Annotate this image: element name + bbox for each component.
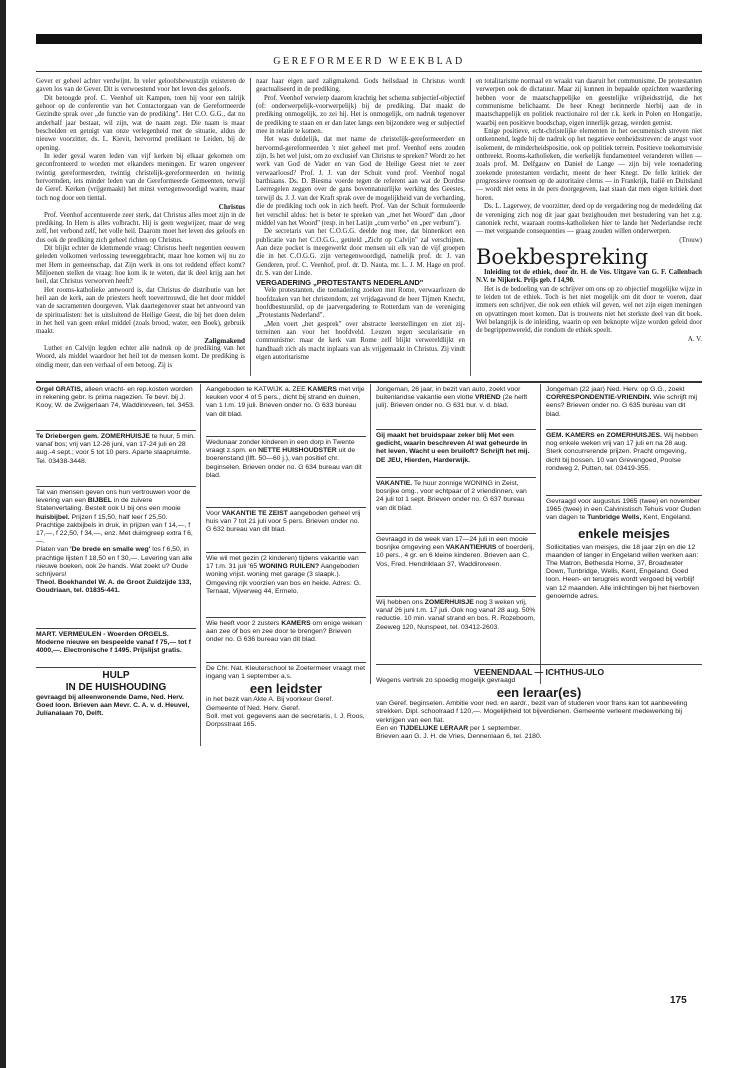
- paragraph: Prof. Veenhof verwierp daarom krachtig het schema subjectief-objectief (of: onderwerpelijk-voorwerpelijk) bij de prediking. Dat maakt de prediking onmogelijk, zo zei hij. Het is onmogelijk, om nadruk tegenover de prediking te staan en er dan later langs een bijzondere weg er subjectief mee in relatie te komen.: [256, 94, 465, 136]
- ad-text: Wij hebben ons: [376, 599, 425, 606]
- ad-text: Wij hebben nog enkele weken vrij van 17 juli en na 28 aug. Sterk concurrerende prijzen. Pracht omgeving, dicht bij bossen. 10 van Grevengoed, Poolse rondweg 2, Putten, tel. 03419-355.: [546, 432, 698, 472]
- ad-rule: [206, 552, 366, 553]
- ad-kamers-katwijk: [206, 386, 366, 434]
- ad-leidster-zoetermeer: [206, 665, 366, 745]
- paragraph: Enige positieve, echt-christelijke elementen in het oecumenisch streven niet ontkennend, legde hij de nadruk op het negatieve eenheidsstreven: de angst voor isolement, de minderheidspositie, ook op politiek terrein. Positieve toekomstvisie ontbreekt. Rooms-katholieken, die werkelijk fundamenteel veranderen willen — zoals prof. M. Delfgauw en Daniel de Lange — zijn bij vele toenadering zoekende protestanten verdacht, meent de heer Knegt. De felle kritiek der progressieve roomsen op de autoritaire clerus — in Frankrijk, Italië en Duitsland — wordt niet eens in de pers doorgegeven, laat staan dat men eigen kritiek doet horen.: [476, 128, 702, 202]
- ad-zomerhuisje-nunspeet: [376, 599, 536, 659]
- review-book-info: Inleiding tot de ethiek, door dr. H. de Vos. Uitgave van G. F. Callenbach N.V. te Nijkerk. Prijs geb. f 14,90.: [476, 268, 702, 285]
- ad-vakantie-zeist: [206, 510, 366, 550]
- column-rule: [470, 78, 471, 376]
- page-number: 175: [670, 995, 687, 1006]
- ad-bold: VAKANTIEHUIS: [445, 544, 497, 552]
- ad-text: Wedunaar zonder kinderen in een dorp in Twente vraagt z.spm. en: [206, 439, 355, 455]
- ad-rule: [546, 429, 702, 430]
- ad-rule: [376, 664, 702, 665]
- ad-rule: [36, 628, 196, 629]
- ad-text: Jongeman, 26 jaar, in bezit van auto, zoekt voor buitenlandse vakantie een vlotte: [376, 386, 521, 402]
- ad-column-rule: [370, 384, 371, 684]
- ad-text: om enige weken aan zee of bos en zee door te brengen? Brieven onder no. G 636 bureau van dit blad.: [206, 620, 363, 644]
- ad-text: in het bezit van Akte A. Bij voorkeur Geref. Gemeente of Ned. Herv. Geref.: [206, 696, 334, 712]
- ad-rule: [206, 507, 366, 508]
- ad-bold: VAKANTIE TE ZEIST: [221, 510, 288, 517]
- source-signature: (Trouw): [679, 236, 702, 244]
- ad-text: in de zuivere Statenvertaling. Bestelt ook U bij ons een mooie: [36, 497, 181, 513]
- header-rule: [36, 71, 702, 72]
- ad-rule: [546, 495, 702, 496]
- ad-text: Gij maakt het bruidspaar zeker blij Met een gedicht, waarin beschreven Al wat geheurde in het leven. Wacht u een bruiloft? Schrijft het mij. DE JEU, Hierden, Harderwijk.: [376, 432, 530, 464]
- ad-text: Wie wil met gezin (2 kinderen) tijdens vakantie van 17 t.m. 31 juli '65: [206, 555, 359, 571]
- ad-bijbel-boekhandel: [36, 489, 196, 626]
- ad-text: Jongeman (22 jaar) Ned. Herv. op G.G., zoekt: [546, 386, 685, 393]
- ad-column-rule: [540, 384, 541, 684]
- ad-text: Gevraagd in de week van 17—24 juli in een mooie bosrijke omgeving een: [376, 536, 528, 552]
- review-signature: A. V.: [687, 335, 702, 343]
- ad-text: Kent, Engeland.: [641, 514, 692, 522]
- paragraph: De secretaris van het C.O.G.G. deelde nog mee, dat binnenkort een publicatie van het C.O.G.G., getiteld „Zicht op Calvijn" zal verschijnen. Aan deze pocket is meegewerkt door mensen uit elk van de vijf groepen die in het C.O.G.G. zijn vertegenwoordigd, namelijk prof. dr. J. van Genderen, prof. C. Veenhof, prof. dr. D. Nauta, mr. L. J. M. Hage en prof. dr. S. van der Linde.: [256, 228, 465, 277]
- ad-text: alleen vracht- en rep.kosten worden in rekening gebr. Is prima nagezien. Te bevr. bij J. Kooy, W. de Zwijgerlaan 74, Waddinxveen, tel. 3453.: [36, 386, 195, 410]
- ad-rule: [36, 667, 196, 668]
- ad-text: uit de boerenstand (llft. 50—60 j.), van positief chr. beginselen. Brieven onder no. G 634 bureau van dit blad.: [206, 447, 362, 479]
- ad-text: Wie schrijft mij eens? Brieven onder no. G 635 bureau van dit blad.: [546, 394, 698, 418]
- subheading-christus: Christus: [218, 203, 245, 212]
- paragraph: en totalitarisme normaal en wraakt van daaruit het communisme. De protestanten verwerpen ook de dictatuur. Maar zij kunnen in bepaalde opzichten waardering hebben voor de maatschappelijke en geestelijke vrijheidsstrijd, die het communisme belichaamt. De heer Knegt herinnerde hierbij aan de in maatschappelijk en politiek reactionaire rol der r.k. kerk in Polen en Hongarije, waarbij een positieve boodschap, eigen innerlijk gezag, werden gemist.: [476, 78, 702, 127]
- ad-text: nog 3 weken vrij, vanaf 26 juni t.m. 17 juli. Ook nog vanaf 28 aug. 50% reductie. 10 min. vanaf strand en bos. R. Rozeboom, Zeeweg 120, Nunspeet, tel. 03412-2603.: [376, 599, 536, 631]
- ad-text: Wie heeft voor 2 zusters: [206, 620, 282, 627]
- ad-headline: een leraar(es): [496, 685, 582, 701]
- ad-lead: Orgel GRATIS,: [36, 386, 83, 393]
- ad-headline: een leidster: [249, 681, 323, 697]
- ad-rule: [36, 486, 196, 487]
- paragraph: Luther en Calvijn legden echter alle nadruk op de prediking van het Woord, als middel waardoor het heil tot de mensen komt. De prediking is eindig meer, dan een verhaal of een betoog. Zij is: [36, 345, 245, 369]
- article-column-1: [36, 78, 245, 378]
- ad-text: Tal van mensen geven ons hun vertrouwen voor de levering van een: [36, 489, 191, 505]
- ad-kamers-zusters: [206, 620, 366, 660]
- ad-vriend: [376, 386, 536, 426]
- ad-rule: [206, 617, 366, 618]
- ad-vakantie-woning-zeist: [376, 480, 536, 530]
- paragraph: Prof. Veenhof accentueerde zeer sterk, dat Christus alles moet zijn in de prediking. In Hem is alles volbracht. Hij is geen wegwijzer, maar de weg zelf, het verbond zelf, het volle heil. Daarom moet het leven des geloofs en dus ook de prediking zich geheel richten op Christus.: [36, 211, 245, 244]
- ad-text: met vrije keuken voor 4 of 5 pers., dicht bij strand en duinen, van 1 t.m. 19 juli. Brieven onder no. G 633 bureau van dit blad.: [206, 386, 365, 418]
- ad-zomerhuisje-driebergen: [36, 433, 196, 483]
- ad-bruidspaar-gedicht: [376, 432, 536, 474]
- ad-text: Te huur zonnige WONING in Zeist, bosrijke omg., voor echtpaar of 2 vriendinnen, van 24 juli tot 1 sept. Brieven onder no. G 637 bureau van dit blad.: [376, 480, 527, 512]
- ad-text: gevraagd bij alleenwonende Dame, Ned. Herv. Goed loon. Brieven aan Mevr. C. A. v. d. Heuvel, Julianalaan 70, Delft.: [36, 694, 190, 718]
- page-edge: [0, 0, 6, 1068]
- review-title: Boekbespreking: [476, 244, 649, 269]
- ad-bold: NETTE HUISHOUDSTER: [258, 447, 337, 455]
- ad-huishoudster: [206, 439, 366, 505]
- ad-bold: KAMERS: [307, 386, 337, 393]
- ad-rule: [376, 477, 536, 478]
- ad-text: Soll. met vol. gegevens aan de secretaris, I. J. Roos, Dorpsstraat 165.: [206, 712, 365, 729]
- paragraph: Het rooms-katholieke antwoord is, dat Christus de distributie van het heil aan de kerk, aan de priesters heeft toevertrouwd, die het door middel van de sacramenten doorgeven. Vlak daartegenover staat het antwoord van de spiritualisten: het is uitsluitend de Heilige Geest, die bij het doen delen in het heil van geen enkel middel (zoals brood, water, een Boek), gebruik maakt.: [36, 286, 245, 336]
- paragraph: Het was duidelijk, dat met name de christelijk-gereformeerden en hervormd-gereformeerden 't niet geheel met prof. Veenhof eens zouden zijn. Is het wel juist, om zo exclusief van Christus te spreken? Wordt zo het werk van God de Vader en van God de Heilige Geest niet te zeer verwaarloosd? Prof. J. J. van der Schuit vond prof. Veenhof nogal barthiaans. Ds. D. Biesma voerde tegen de referent aan wat de Dordtse Leerregelen zeggen over de gans bovennatuurlijke werking des Geestes, terwijl ds. J. J. van der Kraft sprak over de mogelijkheid van de verharding, die de prediking toch ook in zich heeft. Prof. Van der Schuit formuleerde het verschil aldus: het is beter te spreken van „met het Woord" dan „door middel van het Woord" (resp. in het Latijn „cum verbo" en „per verbum").: [256, 136, 465, 227]
- ad-rule: [206, 436, 366, 437]
- running-header: GEREFORMEERD WEEKBLAD: [273, 56, 465, 67]
- ad-text: los f 6,50, in prachtige lijsten f 18,50 en f 30,—. Levering van alle nieuwe boeken, ook 2e hands. Wat zoekt u? Oude schrijvers!: [36, 546, 193, 579]
- ad-bold: KAMERS: [281, 620, 311, 627]
- ad-text: Een en: [376, 724, 400, 732]
- column-rule: [250, 78, 251, 376]
- ad-rule: [376, 533, 536, 534]
- paragraph: Dit betoogde prof. C. Veenhof uit Kampen, toen hij voor een talrijk gehoor op de conferentie van het Contactorgaan van de Gereformeerde Gezindte sprak over „de functie van de prediking". Het C.O. G.G., dat nu anderhalf jaar bestaat, wil zijn, wat de naam zegt. Die naam is maar bescheiden en getuigt van onze verlegenheid met de situatie, aldus de nieuwe voorzitter, ds. L. Kievit, hervormd predikant te Leiden, bij de opening.: [36, 94, 245, 152]
- ad-column-rule: [200, 384, 201, 746]
- ad-lead: Te Driebergen gem. ZOMERHUISJE: [36, 433, 150, 440]
- heading-vergadering: VERGADERING „PROTESTANTS NEDERLAND": [256, 278, 424, 288]
- ad-correspondentie: [546, 386, 702, 426]
- ad-title: VEENENDAAL — ICHTHUS-ULO: [473, 667, 605, 677]
- ad-bold: VAKANTIE.: [376, 480, 413, 487]
- ad-text: te huur, 5 min. vanaf bos; vrij van 12-26 juni, van 17-24 juli en 28 aug.-4 sept.; voor 5 tot 10 pers. Aparte slaapruimte. Tel. 03438-3448.: [36, 433, 195, 465]
- ad-subtitle: IN DE HUISHOUDING: [65, 682, 167, 693]
- ad-text: Wegens vertrek zo spoedig mogelijk gevraagd: [376, 677, 516, 684]
- ad-bold: VRIEND: [475, 394, 501, 402]
- article-column-3: [476, 78, 702, 378]
- ad-bold: CORRESPONDENTIE-VRIENDIN.: [546, 394, 652, 402]
- ad-orgel-gratis: [36, 386, 196, 428]
- ad-text: (2e helft juli). Brieven onder no. G 631 bur. v. d. blad.: [376, 394, 528, 410]
- paragraph: Vele protestanten, die toenadering zoeken met Rome, verwaarlozen de hoofdzaken van het christendom, zei vrijdagavond de heer Tijmen Knecht, hoofdbestuurslid, op de jaarvergadering te Rotterdam van de vereniging „Protestants Nederland".: [256, 287, 465, 320]
- ad-text: MART. VERMEULEN - Woerden ORGELS. Moderne nieuwe en bespeelde vanaf f 75,— tot f 4000,—. Electronische f 1495. Prijslijst gratis.: [36, 631, 191, 655]
- ad-text: aangeboden geheel vrij huis van 7 tot 21 juli voor 5 pers. Brieven onder no. G 632 bureau van dit blad.: [206, 510, 361, 534]
- paragraph: In ieder geval waren leden van vijf kerken bij elkaar gekomen om geconfronteerd te worden met elkanders meningen. Er waren ongeveer twintig gereformeerden, twintig christelijk-gereformeerden en twintig hervormden, iets minder leden van de Gereformeerde Gemeenten, terwijl de Geref. Kerken (vrijgemaakt) het minst vertegenwoordigd waren, maar toch nog door een tiental.: [36, 153, 245, 202]
- ad-text: van Geref. beginselen. Ambitie voor ned. en aardr., bezit van of studeren voor frans kan tot aanbeveling strekken. Dipl. schoolraad f 120,—. Mogelijkheid tot bijverdienen. Gemeente verleent medewerking bij verkrijgen van een flat.: [376, 700, 688, 724]
- paragraph: „Men voert „het gesprek" over abstracte leerstellingen en ziet zij-terreinen aan voor het hoofdveld. Leuzen tegen secularisatie en communisme: maar de kerk van Rome zelf blijkt verwereldlijkt en handhaaft zich als macht inplaats van als vrijgemaakt in Christus. Zij vindt eigen autoritarisme: [256, 320, 465, 361]
- ad-rule: [36, 430, 196, 431]
- ad-woning-ruilen: [206, 555, 366, 615]
- ad-text: Aangeboden woning vrijst. woning met garage (3 slaapk.). Omgeving rijk voorzien van bos en heide. Adres: G. Ternaat, Vijverweg 44, Ermelo.: [206, 563, 361, 595]
- ad-title: HULP: [102, 670, 130, 681]
- ad-meisjes-engeland: [546, 498, 702, 663]
- ad-text: Brieven aan G. J. H. de Vries, Dennenlaan 6, tel. 2180.: [376, 733, 542, 741]
- ad-rule: [376, 429, 536, 430]
- ad-bold: huisbijbel.: [36, 513, 70, 521]
- ad-text: Sollicitaties van meisjes, die 18 jaar zijn en die 12 maanden of langer in Engeland willen werken aan: The Matron, Bethesda Home, 37, Broadwater Down, Tunbridge, Wells, Kent, Engeland. Goed loon. Heen- en terugreis wordt vergoed bij verblijf van 12 maanden. Alle inlichtingen bij het hierboven genoemde adres.: [546, 543, 700, 600]
- paragraph: Dit blijkt echter de klemmende vraag: Christus heeft negentien eeuwen geleden volkomen verlossing teweeggebracht, maar hoe komen wij nu zo met Hem in gemeenschap, dat Zijn werk in ons tot reddend effect komt? Miljoenen stellen de vraag: hoe kom ik te weten, dat ik deel krijg aan het heil, dat Christus verworven heeft?: [36, 244, 245, 286]
- ad-text: Aangeboden te KATWIJK a. ZEE: [206, 386, 308, 393]
- article-column-2: [256, 78, 465, 378]
- ad-bold: TIJDELIJKE LERAAR: [399, 724, 469, 732]
- ad-rule: [376, 596, 536, 597]
- top-bar: [36, 34, 702, 44]
- ad-text: De Chr. Nat. Kleuterschool te Zoetermeer vraagt met ingang van 1 september a.s.: [206, 665, 366, 681]
- ad-kamers-putten: [546, 432, 702, 492]
- ad-vermeulen-orgels: [36, 631, 196, 665]
- ad-leraar-veenendaal: [376, 667, 702, 747]
- paragraph: Ds. L. Lagerwey, de voorzitter, deed op de vergadering nog de mededeling dat de vereniging zich nog dit jaar gaat bezighouden met bestudering van het z.g. canoniek recht, waaraan rooms-katholieken hier te lande het Nederlandse recht — met vergaande consequenties — graag zouden willen onderwerpen.: [476, 203, 702, 236]
- ad-text: Platen van: [36, 546, 71, 554]
- ad-bold: GEM. KAMERS en ZOMERHUISJES.: [546, 432, 662, 439]
- ad-bold: Tunbridge Wells,: [587, 514, 642, 522]
- ad-bold: 'De brede en smalle weg': [70, 546, 151, 554]
- ad-bold: WONING RUILEN?: [259, 563, 320, 571]
- ad-headline: enkele meisjes: [578, 525, 670, 541]
- ads-divider: [36, 381, 702, 383]
- ad-bold: ZOMERHUISJE: [424, 599, 474, 606]
- ad-bold: BIJBEL: [87, 497, 112, 505]
- ad-text: per 1 september.: [468, 724, 522, 732]
- ad-text: of boerderij, 10 pers., 4 gr. en 6 kleine kinderen. Brieven aan C. Vos, Fred. Hendriklaan 37, Waddinxveen.: [376, 544, 535, 568]
- ad-vakantiehuis: [376, 536, 536, 594]
- ad-hulp-huishouding: [36, 670, 196, 742]
- ad-address: Theol. Boekhandel W. A. de Groot Zuidzijde 133, Goudriaan, tel. 01835-441.: [36, 579, 192, 595]
- paragraph: Gever er geheel achter verdwijnt. In veler geloofsbewustzijn existeren de gaven los van de Gever. Dit is verwoestend voor het leven des geloofs.: [36, 78, 245, 94]
- subheading-zaligmakend: Zaligmakend: [204, 336, 245, 345]
- ad-text: Prijzen f 15,50, half leer f 25,50. Prachtige zakbijbels in druk, in prijzen van f 14,—, f 17,—, f 22,50, f 34,—, enz. Met duimgreep extra f 6,—.: [36, 513, 193, 546]
- paragraph: naar haar eigen aard zaligmakend. Gods heilsdaad in Christus wordt geactualiseerd in de prediking.: [256, 78, 465, 94]
- review-body: Het is de bedoeling van de schrijver om ons op zo objectief mogelijke wijze in te leiden tot de ethiek. Toch is het niet mogelijk om dit door te voeren, daar immers een schrijver, die ook een ethiek wil geven, wel net zijn eigen meningen en opvattingen moet komen. Dat is trouwens niet het sterkste deel van dit boek. Wel belangrijk is de inleiding, waarin op een beknopte wijze worden geleid door de begrippenwereld, die rondom de ethiek speelt.: [476, 285, 702, 335]
- ad-text: Gevraagd voor augustus 1965 (twee) en november 1965 (twee) in een Calvinistisch Tehuis voor Ouden van dagen te: [546, 498, 701, 522]
- ad-rule: [206, 662, 366, 663]
- ad-text: Voor: [206, 510, 222, 517]
